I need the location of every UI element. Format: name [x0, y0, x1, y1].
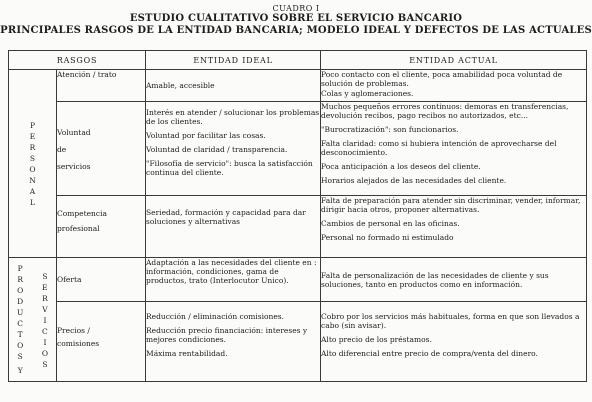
header-row	[9, 51, 587, 70]
actual-precios: Cobro por los servicios más habituales, forma en que son llevados a cabo (sin avisar). Alto precio de los préstamos. Alto diferencial entre precio de compra/venta del dinero.	[321, 302, 587, 382]
group-productos-servicios	[9, 258, 57, 382]
title-block	[0, 4, 592, 37]
group-servicios-label: S E R V I C I O S	[41, 272, 48, 369]
header-entidad-actual: ENTIDAD ACTUAL	[321, 51, 587, 70]
row-precios	[9, 302, 587, 382]
ideal-competencia: Seriedad, formación y capacidad para dar soluciones y alternativas	[146, 196, 321, 258]
ideal-oferta: Adaptación a las necesidades del cliente en : información, condiciones, gama de productos, trato (Interlocutor Unico).	[146, 258, 321, 302]
rasgo-precios: Precios / comisiones	[57, 302, 146, 382]
group-personal	[9, 70, 57, 258]
table-number: CUADRO I	[272, 4, 320, 13]
row-oferta	[9, 258, 587, 302]
ideal-atencion: Amable, accesible	[146, 70, 321, 102]
actual-competencia: Falta de preparación para atender sin discriminar, vender, informar, dirigir hacia otros, proponer alternativas. Cambios de personal en las oficinas. Personal no formado ni estimulado	[321, 196, 587, 258]
rasgo-competencia: Competencia profesional	[57, 196, 146, 258]
row-atencion	[9, 70, 587, 102]
row-competencia	[9, 196, 587, 258]
rasgo-atencion: Atención / trato	[57, 70, 146, 102]
actual-voluntad: Muchos pequeños errores continuos: demoras en transferencias, devolución recibos, pago recibos no autorizados, etc... "Burocratización": son funcionarios. Falta claridad: como si hubiera intención de aprovecharse del desconocimiento. Poca anticipación a los deseos del cliente. Horarios alejados de las necesidades del cliente.	[321, 102, 587, 196]
rasgo-oferta: Oferta	[57, 258, 146, 302]
features-table	[8, 50, 587, 382]
group-productos-label: P R O D U C T O S Y	[17, 264, 24, 375]
actual-oferta: Falta de personalización de las necesidades de cliente y sus soluciones, tanto en productos como en información.	[321, 258, 587, 302]
header-rasgos: RASGOS	[9, 51, 146, 70]
ideal-precios: Reducción / eliminación comisiones. Reducción precio financiación: intereses y mejores condiciones. Máxima rentabilidad.	[146, 302, 321, 382]
group-personal-label: P E R S O N A L	[29, 120, 36, 207]
row-voluntad	[9, 102, 587, 196]
rasgo-voluntad: Voluntad de servicios	[57, 102, 146, 196]
table-title: ESTUDIO CUALITATIVO SOBRE EL SERVICIO BANCARIO	[129, 13, 463, 24]
ideal-voluntad: Interés en atender / solucionar los problemas de los clientes. Voluntad por facilitar las cosas. Voluntad de claridad / transparencia. "Filosofía de servicio": busca la satisfacción continua del cliente.	[146, 102, 321, 196]
table-subtitle: PRINCIPALES RASGOS DE LA ENTIDAD BANCARIA; MODELO IDEAL Y DEFECTOS DE LAS ACTUALES	[0, 25, 592, 36]
actual-atencion: Poco contacto con el cliente, poca amabilidad poca voluntad de solución de problemas. Colas y aglomeraciones.	[321, 70, 587, 102]
group-productos-servicios-label	[9, 263, 56, 376]
header-entidad-ideal: ENTIDAD IDEAL	[146, 51, 321, 70]
